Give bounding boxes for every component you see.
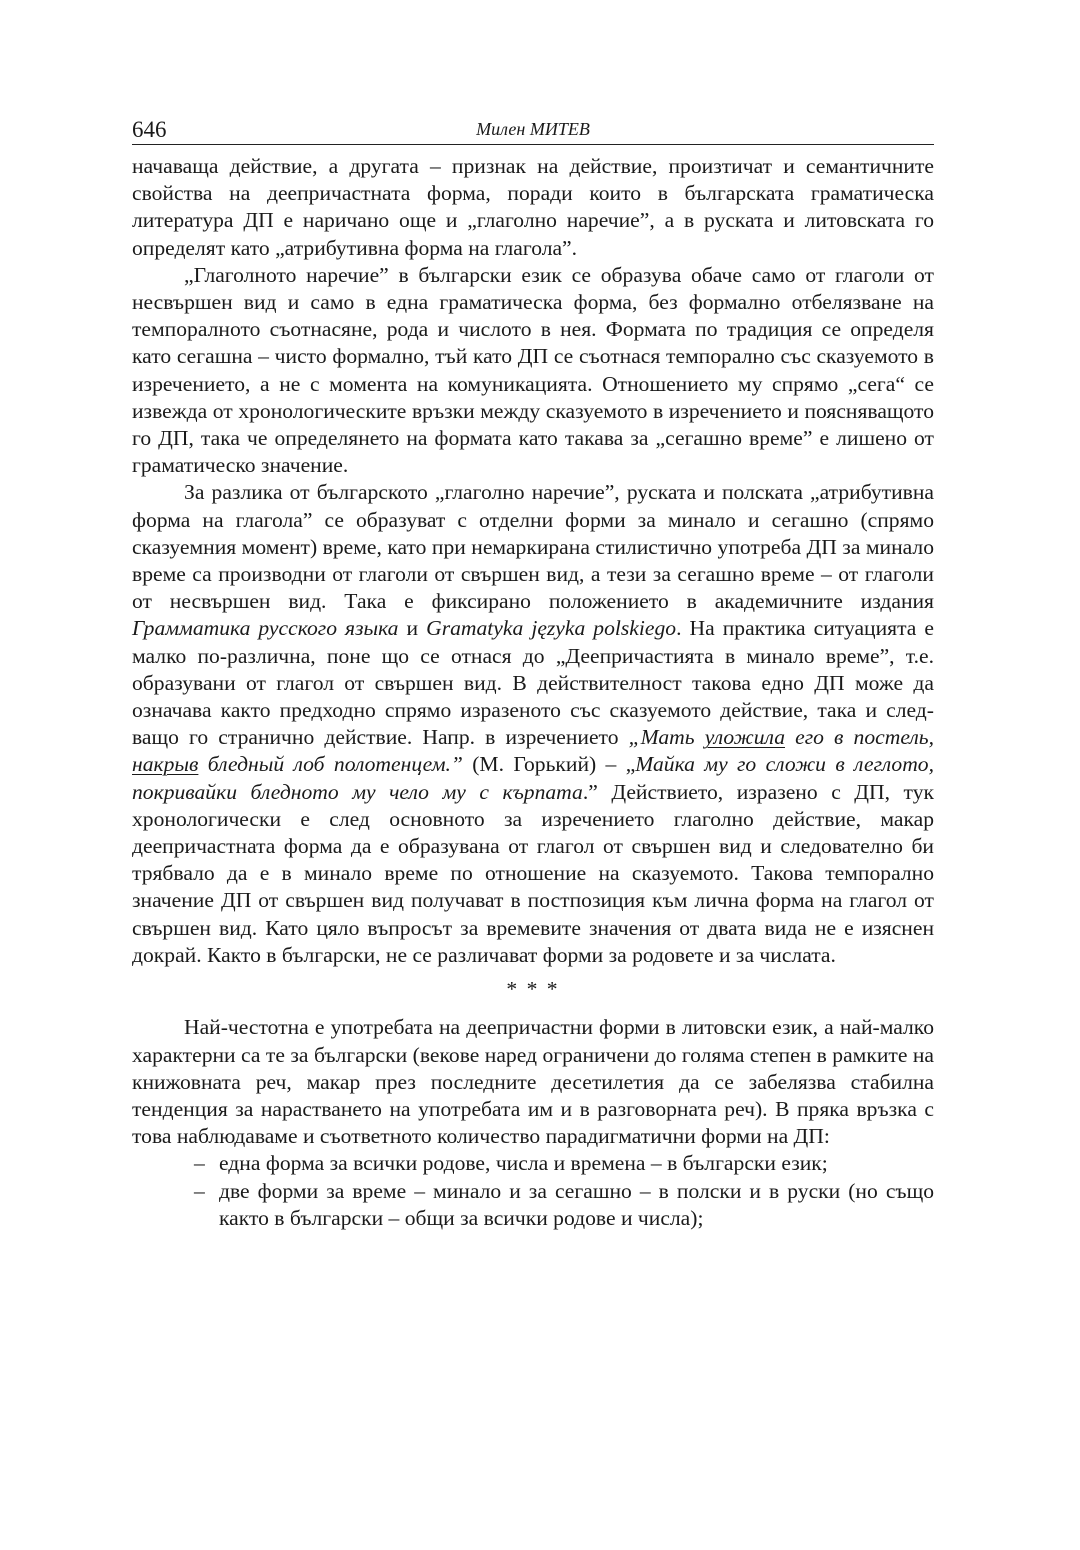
section-separator: * * * <box>506 977 560 1002</box>
running-header <box>132 110 934 145</box>
quote-run: „Мать <box>628 725 705 750</box>
list-item-text: една форма за всички родове, числа и времена – в български език; <box>219 1151 828 1176</box>
paragraph-continuation: начаваща действие, а другата – признак на действие, произтичат и семантичните свойства на деепричастната форма, поради които в българската граматическа литература ДП е наричано още и „глаголно наречие”, а в руската и литовската го определят като „атрибутивна форма на глагола”. <box>132 154 934 260</box>
underlined-verb: уложила <box>704 725 785 750</box>
text-run: (М. Горький) – „ <box>462 752 636 777</box>
text-run: и <box>398 616 427 641</box>
book-title-russian: Грамматика русского языка <box>132 616 399 641</box>
text-run: .” Действието, изразено с ДП, тук хронологически е след основното за изречението глаголно действие, макар деепричастната форма да е образувана от глагол от свършен вид и следователно би трябвало да е в минало време по отношение на сказуемото. Такова темпорално значение ДП от свършен вид получават в постпозиция към лична форма на глагол от свършен вид. Като цяло въпросът за времевите значения от двата вида не е изяснен докрай. Както в български, не се различават форми за родовете и за числата. <box>132 779 934 967</box>
paragraph-russian-polish <box>132 479 934 969</box>
text-run: . На практика ситуацията е малко по-различна, поне що се отнася до „Деепричастията в минало време”, т.е. образувани от глагол от свършен вид. В действителност такова едно ДП може да означава както предходно спрямо изразеното със сказуемото действие, така и следващо го странично действие. Напр. в изречението <box>132 616 934 750</box>
list-item <box>132 1178 934 1232</box>
quote-run: его в постель, <box>785 725 935 750</box>
list-item <box>132 1150 934 1177</box>
underlined-participle: накрыв <box>132 752 199 777</box>
list-item-text: две форми за време – минало и за сегашно – в полски и в руски (но също както в български – общи за всички родове и числа); <box>219 1178 934 1230</box>
book-title-polish: Gramatyka języka polskiego <box>426 616 677 641</box>
paragraph-glagolno-narechie: „Глаголното наречие” в български език се образува обаче само от глаголи от несвършен вид и само в една граматическа форма, без формално отбелязване на темпоралното съотнасяне, рода и числото в нея. Формата по традиция се определя като сегашна – чисто формално, тъй като ДП се съотнася темпорално със сказуемото в изречението, а не с момента на комуникацията. Отношението му спрямо „сега“ се извежда от хронологическите връзки между сказуемото в изречението и поясняващото го ДП, така че определянето на формата като такава за „сегашно време” е лишено от граматическо значение. <box>132 262 934 478</box>
body-text <box>132 153 934 1232</box>
example-bulgarian: Майка му го сложи в леглото, покривайки бледното му чело му с кърпата <box>132 752 934 804</box>
forms-list <box>132 1150 934 1232</box>
running-title: Милен МИТЕВ <box>476 119 590 139</box>
list-dash: – <box>194 1151 205 1176</box>
quote-run: бледный лоб полотенцем.” <box>198 752 463 777</box>
list-dash: – <box>194 1178 205 1203</box>
text-run: За разлика от българското „глаголно наречие”, руската и полската „атрибутивна форма на глагола” се образуват с отделни форми за минало и сегашно (спрямо сказуемния момент) време, като при немаркирана стилистично употреба ДП за минало време са производни от глаголи от свършен вид, а тези за сегашно време – от глаголи от несвършен вид. Така е фиксирано положението в академичните издания <box>132 480 934 614</box>
page-number: 646 <box>132 117 167 142</box>
paragraph-lithuanian: Най-честотна е употребата на деепричастни форми в литовски език, а най-малко характерни са те за български (векове наред ограничени до голяма степен в рамките на книжовната реч, макар през последните десетилетия да се забелязва стабилна тенденция за нарастването на употребата им и в разговорната реч). В пряка връзка с това наблюдаваме и съответното количество парадигматични форми на ДП: <box>132 1015 934 1149</box>
